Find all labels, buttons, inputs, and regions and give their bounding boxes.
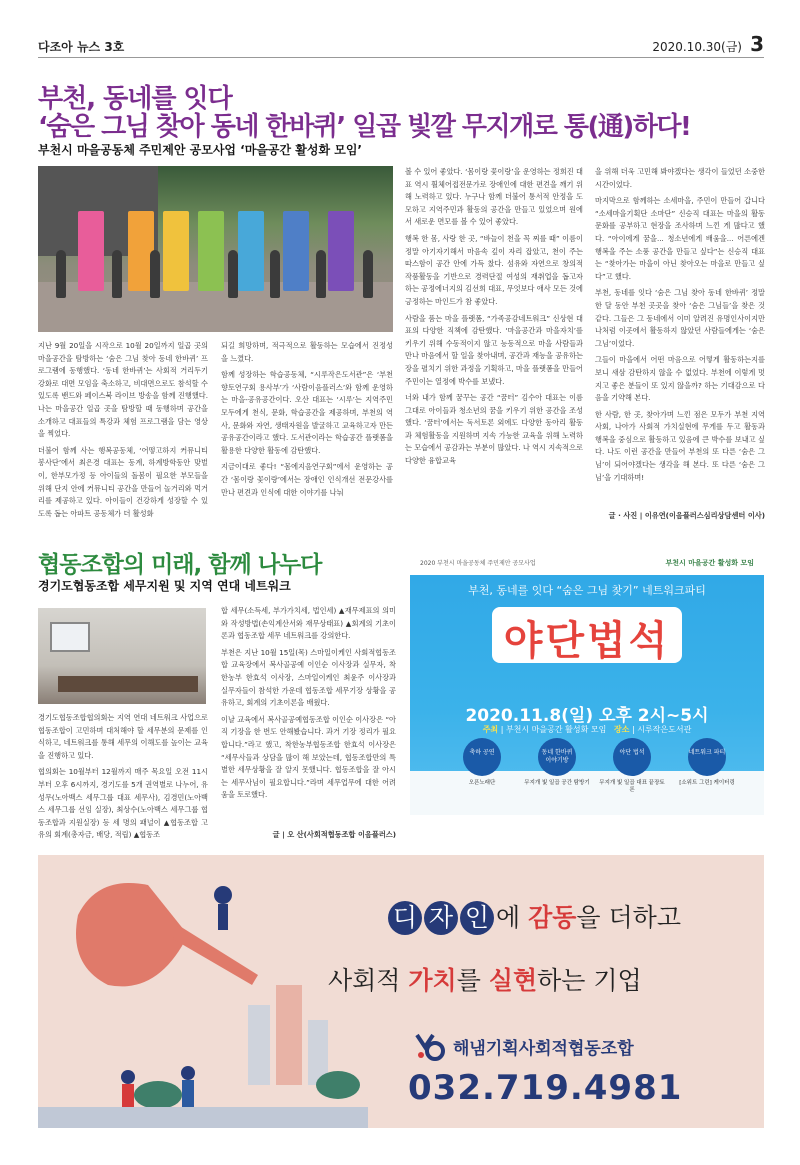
paragraph: 행복 한 몸, 사랑 한 곳, “바늘이 천을 꼭 찌를 때” 이름이 정말 아기자기해서 마음속 깊이 자리 잡았고, 천이 주는 따스함이 공간 안에 가득 찼다. 섬유와 자연으로 창의적 작품활동을 기반으로 경력단절 여성의 재취업을 돕고자 하는 공정에너지의 김선희 대표, 무엇보다 애사 모든 것에 긍정하는 마인드가 참 좋았다.	[405, 233, 583, 306]
article1-column-2	[221, 340, 393, 518]
poster-footer-band	[410, 771, 764, 815]
coop-logo-icon	[413, 1033, 447, 1061]
paragraph: 부천은 지난 10월 15일(목) 스마일이케인 사회적협동조합 교육장에서 복사골공예 이인순 이사장과 실무자, 착한농부 한효석 이사장, 스마일이케인 최윤주 이사장과 실무자들이 참석한 가운데 협동조합 세무기장 상황을 공유하고, 회계의 기초이론을 배웠다.	[221, 647, 396, 708]
article2-column-2	[221, 605, 396, 825]
poster-top-left: 2020 부천시 마을공동체 주민제안 공모사업	[420, 560, 536, 567]
paragraph: 그들이 마을에서 어떤 마음으로 어떻게 활동하는지를 보니 새삼 감탄하지 않을 수 없었다. 부천에 이렇게 멋지고 좋은 분들이 또 있지 않을까? 하는 기대감으로 다음을 기약해 본다.	[595, 355, 765, 403]
coop-name: 해냄기획사회적협동조합	[453, 1039, 634, 1059]
advertisement	[38, 855, 764, 1128]
article1-subtitle: 부천시 마을공동체 주민제안 공모사업 ‘마을공간 활성화 모임’	[38, 143, 362, 157]
paragraph: 이날 교육에서 복사골공예협동조합 이인순 이사장은 “아직 기장을 한 번도 안해봤습니다. 과거 기장 정리가 필요합니다.”라고 했고, 착한농부협동조합 한효석 이사장은 “세무사들과 상담을 많이 해 보았는데, 협동조합만의 특별한 세무상황을 잘 알지 못했니다. 협동조합을 잘 아시는 세무사님이 필요합니다.”라며 세무업무에 대한 어려움을 토로했다.	[221, 714, 396, 800]
paragraph: 더불어 함께 사는 행복공동체, ‘어떻고하지 커뮤니티 봉사단’에서 최은경 대표는 동계, 하계방학동안 맞벌이, 한부모가정 등 아이들의 돌봄이 필요한 부모들을 위해 단지 안에 커뮤니티 공간을 만들어 놀거리와 먹거리를 제공하고 있다. 아이들이 건강하게 성장할 수 있도록 돕는 아파트 공동체가 더 활성화	[38, 445, 208, 518]
paragraph: 마지막으로 함께하는 소세마을, 주민이 만들어 갑니다 “소세마을기획단 소마단” 신승직 대표는 마을의 활동문화를 공부하고 현장을 조사하며 느낀 게 많다고 했다. “아이에게 꿈을... 청소년에게 배움을... 어른에겐 행복을 주는 소풍 공간을 만들고 싶다”는 신승직 대표는 “찾아가는 마을이 아닌 찾아오는 마을로 만들고 싶다”고 했다.	[595, 196, 765, 281]
paragraph: 너와 내가 함께 꿈꾸는 공간 “꿈터” 김수아 대표는 이름 그대로 아이들과 청소년의 꿈을 키우기 위한 공간을 조성했다. ‘꿈터’에서는 독서토론 외에도 다양한 동아리 활동과 체험활동을 지원하며 지속 가능한 교육을 위해 노력하는 모습에서 공감과는 부분이 많았다. 나 역시 지속적으로 다양한 융합교육	[405, 393, 583, 466]
program-label: 오픈노래단	[468, 780, 496, 786]
ad-text: 를	[456, 966, 489, 995]
program-circle: 축하 공연	[463, 738, 501, 776]
page-number: 3	[750, 32, 764, 56]
article2-credit: 글 | 오 산(사회적협동조합 이음플러스)	[272, 830, 396, 839]
program-circle: 야단 법석	[613, 738, 651, 776]
event-poster	[410, 551, 764, 815]
paragraph: 부천, 동네를 잇다 ‘숨은 그님 찾아 동네 한바퀴’ 정말 한 달 동안 부천 곳곳을 찾아 ‘숨은 그님들’을 찾은 것 같다. 그들은 그 동네에서 이미 알려진 유명인사이지만 나처럼 이곳에서 활동하지 않았던 사람들에게는 ‘숨은 그님’이었다.	[595, 288, 765, 348]
ad-bubble-char: 인	[460, 901, 494, 935]
ad-text: 사회적	[328, 966, 409, 995]
paragraph: 지금이대로 좋다! “몸에지음연구회”에서 운영하는 공간 ‘몸이랑 꽃이랑’에서는 장애인 인식개선 전문강사를 만나 편견과 인식에 대한 이야기를 나눠	[221, 462, 393, 497]
article1-title-line1: 부천, 동네를 잇다	[38, 84, 232, 114]
paragraph: 을 위해 더욱 고민해 봐야겠다는 생각이 들었던 소중한 시간이었다.	[595, 167, 765, 189]
ad-text: 에	[496, 903, 529, 932]
paragraph: 한 사람, 한 곳, 찾아가며 느낀 점은 모두가 부천 지역사회, 나아가 사회적 가치실현에 무게를 두고 활동과 행복을 중심으로 활동하고 있음에 큰 박수를 보내고 싶다. 나도 이런 공간을 만들어 부천의 또 다른 ‘숨은 그님’이 되어야겠다는 생각을 해 본다. 또 다른 ‘숨은 그님’을 기대하며!	[595, 409, 765, 482]
issue-date: 2020.10.30(금)	[652, 40, 742, 54]
paragraph: 볼 수 있어 좋았다. ‘몸이랑 꽃이랑’을 운영하는 정희진 대표 역시 휠체어접전문가로 장애인에 대한 편견을 깨기 위해 노력하고 있다. 누구나 함께 더불어 통서적 안정을 도모하고 지역주민과 활동의 공간을 만들고 있었으며 원에서 새로운 면모를 볼 수 있어 좋았다.	[405, 167, 583, 227]
paragraph: 경기도협동조합협의회는 지역 연대 네트워크 사업으로 협동조합이 고민하며 대처해야 할 세무분의 문제를 인식하고, 네트워크를 통해 세무의 이해도를 높이는 교육을 진행하고 있다.	[38, 713, 208, 760]
host-name: 부천시 마을공간 활성화 모임	[505, 725, 607, 734]
paragraph: 사람을 품는 마을 플랫폼, “가족공감네트워크” 신상현 대표의 다양한 직책에 감탄했다. ‘마을공간과 마을자치’를 키우기 위해 수동적이지 않고 능동적으로 마을 사람들과 만나 마음에서 할 일을 찾아내며, 공간과 재능을 공유하는 장을 펼치기 위한 과정을 기획하고, 마을 플랫폼을 만들어 주민이는 열정에 박수를 보냈다.	[405, 313, 583, 386]
page-header	[38, 32, 764, 58]
ad-line-2	[328, 961, 642, 997]
ad-bubble-char: 자	[424, 901, 458, 935]
article1-title-line2: ‘숨은 그님 찾아 동네 한바퀴’ 일곱 빛깔 무지개로 통(通)하다!	[38, 112, 691, 142]
program-circle: 동네 한바퀴 이야기방	[538, 738, 576, 776]
watering-can-illustration	[38, 855, 368, 1128]
paragraph: 지난 9월 20일을 시작으로 10월 20일까지 일곱 곳의 마을공간을 탐방하는 ‘숨은 그님 찾아 동네 한바퀴’ 프로그램에 동행했다. ‘동네 한바퀴’는 사회적 거리두기 강화로 대면 모임을 축소하고, 비대면으로도 참석할 수 있도록 밴드와 페이스북 라이브 방송을 함께 진행했다. 나는 마을공간 일곱 곳을 탐방할 때 동행하며 공간을 소개하고 대표들의 특강과 체험 프로그램을 담는 영상을 찍었다.	[38, 341, 208, 439]
venue-label: 장소	[613, 725, 630, 734]
poster-title: 야단법석	[503, 618, 671, 664]
article1-column-3	[405, 166, 583, 518]
poster-topbar	[410, 551, 764, 575]
program-circle: 네트워크 파티	[688, 738, 726, 776]
host-label: 주최	[482, 725, 499, 734]
poster-top-right: 부천시 마을공간 활성화 모임	[665, 559, 754, 567]
paragraph: 함께 성장하는 학습공동체, “시루작은도서관”은 ‘부천향토연구회 용사부’가 ‘사람이음플러스’와 함께 운영하는 마을-공유공간이다. 오산 대표는 ‘시루’는 지역주민 모두에게 천식, 문화, 학습공간을 제공하며, 부천의 역사, 문화와 자연, 생태자원을 발굴하고 교육하고자 만든 공유공간이라고 했다. 도서관이라는 학습공간 플랫폼을 활용한 다양한 활동에 감탄했다.	[221, 370, 393, 455]
ad-phone: 032.719.4981	[408, 1068, 683, 1108]
article2-photo	[38, 608, 206, 704]
article1-column-1	[38, 340, 208, 518]
venue-name: 시루작은도서관	[637, 725, 692, 734]
ad-text: 을 더하고	[576, 903, 681, 932]
ad-highlight: 감동	[528, 903, 577, 932]
ad-text: 하는 기업	[537, 966, 642, 995]
poster-datetime: 2020.11.8(일) 오후 2시~5시	[465, 706, 709, 726]
program-label: [소위트 그린] 케이터링	[679, 780, 735, 786]
ad-highlight: 가치	[408, 966, 457, 995]
paper-title: 다조아 뉴스 3호	[38, 40, 125, 54]
paragraph: 되길 희망하며, 적극적으로 활동하는 모습에서 진정성을 느꼈다.	[221, 341, 393, 363]
program-label: 무지개 빛 일곱 공간 탐방기	[524, 780, 590, 786]
ad-bubble-char: 디	[388, 901, 422, 935]
article1-photo	[38, 166, 393, 332]
article2-title: 협동조합의 미래, 함께 나누다	[38, 552, 322, 578]
paragraph: 협의회는 10월부터 12월까지 매주 목요일 오전 11시부터 오후 6시까지, 경기도를 5개 권역별로 나누어, 유성무(노아백스 세무그룹 대표 세무사), 김경민(노아백스 세무그룹 선임 실장), 최상수(노아백스 세무그룹 협동조합과 지원실장) 등 세 명의 패널이 ▲협동조합 고유의 회계(총자금, 배당, 적립) ▲협동조	[38, 767, 208, 840]
program-label: 무지개 빛 일곱 대표 끝장토론	[599, 780, 665, 793]
poster-tagline: 부천, 동네를 잇다 “숨은 그님 찾기” 네트워크파티	[468, 584, 706, 597]
article1-credit: 글 · 사진 | 이유연(이음플러스심리상담센터 이사)	[608, 511, 765, 520]
article1-column-4	[595, 166, 765, 506]
article2-column-1	[38, 712, 208, 842]
paragraph: 합 세무(소득세, 부가가치세, 법인세) ▲재무제표의 의미와 작성방법(손익계산서와 재무상태표) ▲회계의 기초이론과 협동조합 세무 네트워크를 강의한다.	[221, 606, 396, 641]
ad-highlight: 실현	[488, 966, 538, 995]
ad-line-1	[388, 898, 681, 935]
article2-subtitle: 경기도협동조합 세무지원 및 지역 연대 네트워크	[38, 579, 291, 593]
poster-info: 주최 | 부천시 마을공간 활성화 모임 장소 | 시루작은도서관	[482, 725, 692, 734]
